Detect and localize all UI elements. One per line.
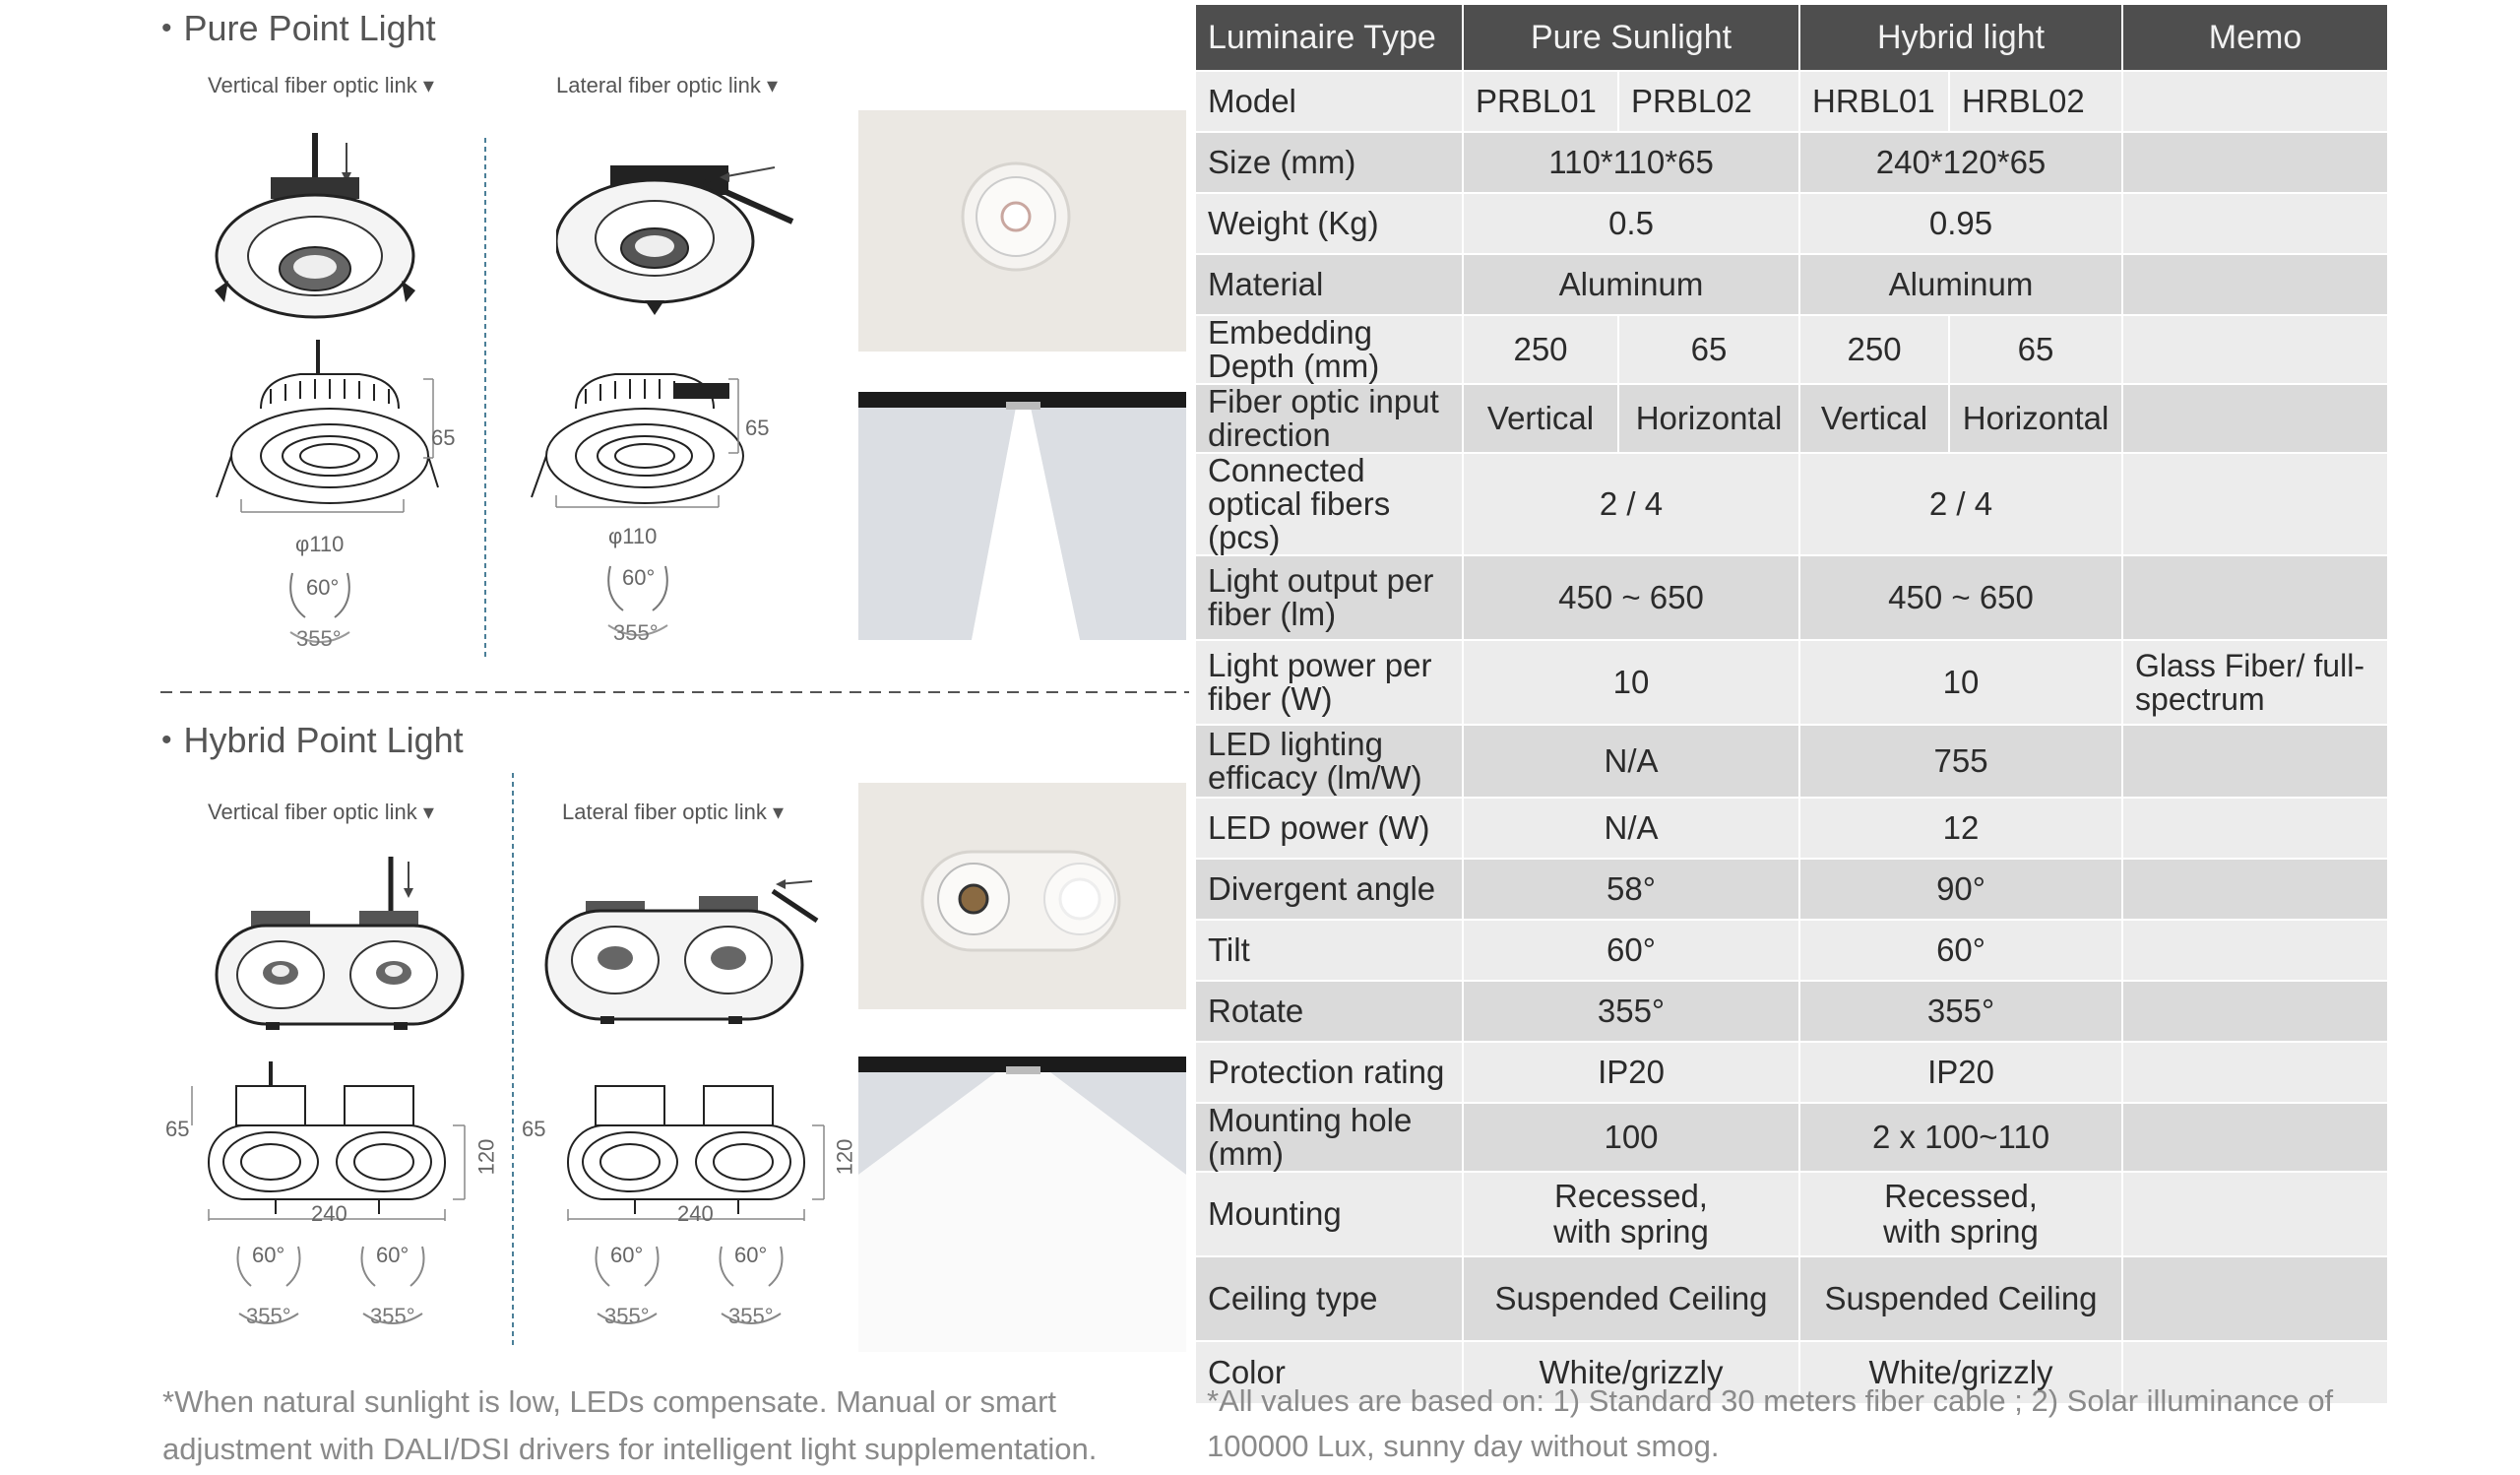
memo-cell bbox=[2122, 1103, 2388, 1172]
table-row bbox=[1195, 798, 2388, 859]
cell: Aluminum bbox=[1799, 254, 2122, 315]
pure-lateral-tilt-label: 60° bbox=[622, 565, 656, 590]
hybrid-lateral-height-dim: 65 bbox=[522, 1117, 546, 1141]
cell: IP20 bbox=[1463, 1042, 1799, 1103]
row-label: LED lighting efficacy (lm/W) bbox=[1195, 725, 1463, 798]
pure-vertical-fixture-illustration bbox=[207, 133, 423, 330]
memo-cell bbox=[2122, 555, 2388, 640]
hybrid-rotate-label-3: 355° bbox=[604, 1304, 650, 1328]
cell: 2 / 4 bbox=[1463, 453, 1799, 555]
table-row bbox=[1195, 453, 2388, 555]
cell: 450 ~ 650 bbox=[1799, 555, 2122, 640]
cell: Suspended Ceiling bbox=[1799, 1256, 2122, 1341]
cell: 12 bbox=[1799, 798, 2122, 859]
table-row bbox=[1195, 1256, 2388, 1341]
cell: 110*110*65 bbox=[1463, 132, 1799, 193]
cell: White/grizzly bbox=[1799, 1341, 2122, 1404]
cell: 10 bbox=[1463, 640, 1799, 725]
hybrid-tilt-label-2: 60° bbox=[376, 1243, 410, 1267]
hybrid-vertical-height-dim: 65 bbox=[165, 1117, 190, 1141]
cell: Horizontal bbox=[1618, 384, 1799, 453]
table-row bbox=[1195, 640, 2388, 725]
table-row bbox=[1195, 555, 2388, 640]
pure-vertical-link-label: Vertical fiber optic link ▾ bbox=[208, 73, 434, 97]
table-row bbox=[1195, 725, 2388, 798]
cell: HRBL01 bbox=[1799, 71, 1949, 132]
hybrid-tilt-label-3: 60° bbox=[610, 1243, 644, 1267]
hybrid-lateral-fixture-illustration bbox=[541, 866, 827, 1034]
cell: 355° bbox=[1463, 981, 1799, 1042]
row-label: Mounting bbox=[1195, 1172, 1463, 1256]
hybrid-point-light-heading: • Hybrid Point Light bbox=[161, 720, 464, 760]
hybrid-beam-photo bbox=[858, 1057, 1186, 1352]
table-row bbox=[1195, 859, 2388, 920]
memo-cell bbox=[2122, 71, 2388, 132]
spec-table bbox=[1194, 3, 2389, 1405]
cell: 90° bbox=[1799, 859, 2122, 920]
memo-cell bbox=[2122, 1042, 2388, 1103]
row-label: Protection rating bbox=[1195, 1042, 1463, 1103]
header-luminaire-type: Luminaire Type bbox=[1195, 4, 1463, 71]
row-label: Light power per fiber (W) bbox=[1195, 640, 1463, 725]
row-label: LED power (W) bbox=[1195, 798, 1463, 859]
pure-ceiling-photo bbox=[858, 110, 1186, 352]
cell: 755 bbox=[1799, 725, 2122, 798]
cell: Vertical bbox=[1799, 384, 1949, 453]
pure-vertical-tilt-label: 60° bbox=[306, 575, 340, 600]
row-label: Light output per fiber (lm) bbox=[1195, 555, 1463, 640]
hybrid-tilt-label-4: 60° bbox=[734, 1243, 768, 1267]
hybrid-lateral-depth-dim: 120 bbox=[832, 1138, 857, 1176]
table-header-row bbox=[1195, 4, 2388, 71]
row-label: Mounting hole (mm) bbox=[1195, 1103, 1463, 1172]
row-label: Material bbox=[1195, 254, 1463, 315]
pure-vertical-height-dim: 65 bbox=[431, 425, 456, 450]
table-row bbox=[1195, 254, 2388, 315]
hybrid-vertical-side-drawing bbox=[187, 1061, 492, 1224]
memo-cell bbox=[2122, 981, 2388, 1042]
pure-lateral-fixture-illustration bbox=[556, 158, 802, 325]
cell: 0.5 bbox=[1463, 193, 1799, 254]
table-footnote: *All values are based on: 1) Standard 30 meters fiber cable ; 2) Solar illuminance of 100000 Lux, sunny day without smog. bbox=[1207, 1383, 2334, 1463]
memo-cell bbox=[2122, 384, 2388, 453]
header-pure-sunlight: Pure Sunlight bbox=[1463, 4, 1799, 71]
cell: 65 bbox=[1949, 315, 2122, 384]
hybrid-lateral-width-dim: 240 bbox=[677, 1201, 714, 1226]
row-label: Model bbox=[1195, 71, 1463, 132]
cell: N/A bbox=[1463, 798, 1799, 859]
section-divider bbox=[160, 689, 1189, 695]
table-row bbox=[1195, 1172, 2388, 1256]
row-label: Fiber optic input direction bbox=[1195, 384, 1463, 453]
hybrid-lateral-link-label: Lateral fiber optic link ▾ bbox=[562, 800, 785, 824]
memo-cell bbox=[2122, 725, 2388, 798]
cell: Horizontal bbox=[1949, 384, 2122, 453]
pure-lateral-side-drawing bbox=[527, 340, 783, 517]
row-label: Color bbox=[1195, 1341, 1463, 1404]
hybrid-rotate-label-2: 355° bbox=[370, 1304, 415, 1328]
pure-vertical-side-drawing bbox=[212, 340, 468, 517]
cell: 65 bbox=[1618, 315, 1799, 384]
memo-cell bbox=[2122, 453, 2388, 555]
memo-cell bbox=[2122, 859, 2388, 920]
table-row bbox=[1195, 132, 2388, 193]
hybrid-vertical-link-label: Vertical fiber optic link ▾ bbox=[208, 800, 434, 824]
cell: Recessed, with spring bbox=[1799, 1172, 2122, 1256]
memo-cell bbox=[2122, 798, 2388, 859]
cell: N/A bbox=[1463, 725, 1799, 798]
cell: 250 bbox=[1799, 315, 1949, 384]
cell: HRBL02 bbox=[1949, 71, 2122, 132]
left-footnote: *When natural sunlight is low, LEDs compensate. Manual or smart adjustment with DALI/DSI drivers for intelligent light supplementation. bbox=[162, 1384, 1098, 1466]
memo-cell bbox=[2122, 1172, 2388, 1256]
cell: 250 bbox=[1463, 315, 1618, 384]
hybrid-rotate-label-1: 355° bbox=[246, 1304, 291, 1328]
cell: PRBL01 bbox=[1463, 71, 1618, 132]
cell: Aluminum bbox=[1463, 254, 1799, 315]
row-label: Connected optical fibers (pcs) bbox=[1195, 453, 1463, 555]
header-memo: Memo bbox=[2122, 4, 2388, 71]
table-row bbox=[1195, 384, 2388, 453]
header-hybrid-light: Hybrid light bbox=[1799, 4, 2122, 71]
row-label: Rotate bbox=[1195, 981, 1463, 1042]
table-row bbox=[1195, 71, 2388, 132]
pure-lateral-link-label: Lateral fiber optic link ▾ bbox=[556, 73, 779, 97]
hybrid-rotate-label-4: 355° bbox=[728, 1304, 774, 1328]
cell: IP20 bbox=[1799, 1042, 2122, 1103]
cell: 2 x 100~110 bbox=[1799, 1103, 2122, 1172]
pure-lateral-height-dim: 65 bbox=[745, 416, 770, 440]
cell: Recessed, with spring bbox=[1463, 1172, 1799, 1256]
cell: 10 bbox=[1799, 640, 2122, 725]
cell: 2 / 4 bbox=[1799, 453, 2122, 555]
table-row bbox=[1195, 920, 2388, 981]
pure-vertical-diameter-dim: φ110 bbox=[295, 532, 345, 556]
cell: PRBL02 bbox=[1618, 71, 1799, 132]
pure-lateral-rotate-label: 355° bbox=[613, 620, 659, 645]
pure-beam-photo bbox=[858, 392, 1186, 640]
hybrid-vertical-fixture-illustration bbox=[212, 857, 468, 1034]
pure-vertical-rotate-label: 355° bbox=[296, 626, 342, 651]
cell: 355° bbox=[1799, 981, 2122, 1042]
row-label: Ceiling type bbox=[1195, 1256, 1463, 1341]
hybrid-lateral-side-drawing bbox=[546, 1061, 851, 1224]
row-label: Tilt bbox=[1195, 920, 1463, 981]
table-row bbox=[1195, 1042, 2388, 1103]
memo-cell bbox=[2122, 1256, 2388, 1341]
memo-cell bbox=[2122, 254, 2388, 315]
table-row bbox=[1195, 193, 2388, 254]
cell: 58° bbox=[1463, 859, 1799, 920]
cell: 450 ~ 650 bbox=[1463, 555, 1799, 640]
memo-cell bbox=[2122, 132, 2388, 193]
cell: 60° bbox=[1799, 920, 2122, 981]
pure-divider bbox=[482, 138, 488, 660]
pure-point-light-heading: • Pure Point Light bbox=[161, 8, 436, 48]
table-row bbox=[1195, 1103, 2388, 1172]
hybrid-ceiling-photo bbox=[858, 783, 1186, 1009]
table-row bbox=[1195, 315, 2388, 384]
row-label: Embedding Depth (mm) bbox=[1195, 315, 1463, 384]
row-label: Size (mm) bbox=[1195, 132, 1463, 193]
hybrid-tilt-rotate-icons bbox=[231, 1237, 861, 1345]
cell: 240*120*65 bbox=[1799, 132, 2122, 193]
memo-cell bbox=[2122, 193, 2388, 254]
memo-cell bbox=[2122, 315, 2388, 384]
hybrid-tilt-label-1: 60° bbox=[252, 1243, 285, 1267]
cell: 60° bbox=[1463, 920, 1799, 981]
row-label: Weight (Kg) bbox=[1195, 193, 1463, 254]
cell: 0.95 bbox=[1799, 193, 2122, 254]
cell: Suspended Ceiling bbox=[1463, 1256, 1799, 1341]
cell: White/grizzly bbox=[1463, 1341, 1799, 1404]
hybrid-vertical-width-dim: 240 bbox=[311, 1201, 347, 1226]
cell: 100 bbox=[1463, 1103, 1799, 1172]
memo-cell: Glass Fiber/ full-spectrum bbox=[2122, 640, 2388, 725]
row-label: Divergent angle bbox=[1195, 859, 1463, 920]
pure-lateral-diameter-dim: φ110 bbox=[608, 524, 658, 548]
memo-cell bbox=[2122, 920, 2388, 981]
cell: Vertical bbox=[1463, 384, 1618, 453]
hybrid-vertical-depth-dim: 120 bbox=[473, 1138, 499, 1176]
table-row bbox=[1195, 981, 2388, 1042]
